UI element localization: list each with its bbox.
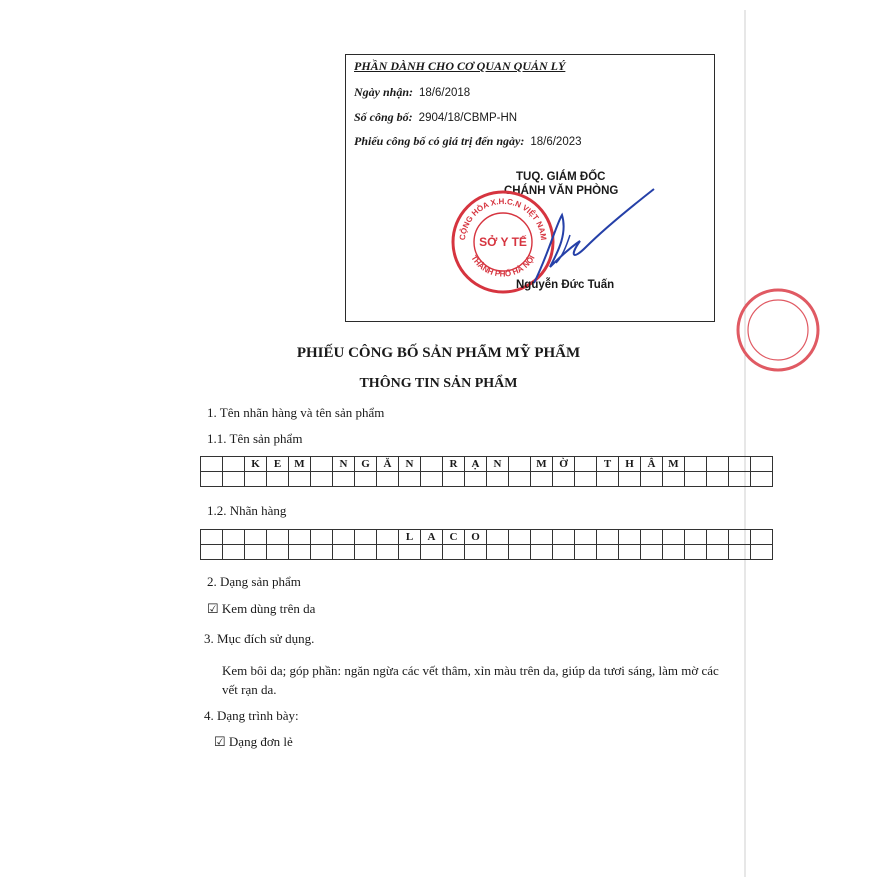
product-cell: Ă <box>377 457 399 472</box>
product-cell: E <box>267 457 289 472</box>
brand-empty-cell <box>641 545 663 560</box>
brand-empty-cell <box>267 545 289 560</box>
brand-cell <box>553 530 575 545</box>
brand-cell <box>685 530 707 545</box>
brand-empty-cell <box>333 545 355 560</box>
brand-empty-cell <box>245 545 267 560</box>
section-3-heading: 3. Mục đích sử dụng. <box>204 631 315 646</box>
product-cell <box>421 457 443 472</box>
brand-cell <box>333 530 355 545</box>
product-cell: Ạ <box>465 457 487 472</box>
brand-cell <box>267 530 289 545</box>
admin-section-title: PHẦN DÀNH CHO CƠ QUAN QUẢN LÝ <box>354 59 566 73</box>
brand-cell: A <box>421 530 443 545</box>
brand-empty-cell <box>487 545 509 560</box>
admin-section-box <box>345 54 715 322</box>
brand-cell <box>707 530 729 545</box>
product-empty-cell <box>289 472 311 487</box>
brand-empty-cell <box>531 545 553 560</box>
brand-empty-cell <box>465 545 487 560</box>
product-cell: G <box>355 457 377 472</box>
brand-cell <box>487 530 509 545</box>
brand-empty-cell <box>751 545 773 560</box>
brand-empty-cell <box>421 545 443 560</box>
product-cell <box>751 457 773 472</box>
product-cell <box>509 457 531 472</box>
brand-cell <box>531 530 553 545</box>
brand-cell <box>289 530 311 545</box>
document-subtitle: THÔNG TIN SẢN PHẨM <box>359 376 518 391</box>
product-cell: N <box>487 457 509 472</box>
section-4-heading: 4. Dạng trình bày: <box>204 708 299 723</box>
document-title: PHIẾU CÔNG BỐ SẢN PHẨM MỸ PHẨM <box>296 345 581 361</box>
product-empty-cell <box>377 472 399 487</box>
brand-cell <box>619 530 641 545</box>
product-type-checkbox: ☑ Kem dùng trên da <box>207 601 316 616</box>
section-1-1-heading: 1.1. Tên sản phẩm <box>207 431 303 446</box>
brand-empty-cell <box>509 545 531 560</box>
section-1-2-heading: 1.2. Nhãn hàng <box>207 503 287 518</box>
brand-empty-cell <box>663 545 685 560</box>
signer-title-1: TUQ. GIÁM ĐỐC <box>516 171 606 183</box>
product-empty-cell <box>465 472 487 487</box>
product-cell <box>575 457 597 472</box>
brand-name-grid <box>200 529 773 560</box>
product-cell: T <box>597 457 619 472</box>
product-empty-cell <box>399 472 421 487</box>
product-empty-cell <box>641 472 663 487</box>
product-empty-cell <box>355 472 377 487</box>
brand-empty-cell <box>399 545 421 560</box>
product-cell: Â <box>641 457 663 472</box>
product-empty-cell <box>443 472 465 487</box>
brand-empty-cell <box>443 545 465 560</box>
product-empty-cell <box>509 472 531 487</box>
product-empty-cell <box>575 472 597 487</box>
brand-empty-cell <box>597 545 619 560</box>
product-cell <box>685 457 707 472</box>
product-empty-cell <box>619 472 641 487</box>
product-cell: K <box>245 457 267 472</box>
brand-empty-cell <box>707 545 729 560</box>
valid-until-row: Phiếu công bố có giá trị đến ngày: 18/6/2023 <box>354 134 582 148</box>
received-date-row: Ngày nhận: 18/6/2018 <box>354 85 471 99</box>
product-empty-cell <box>333 472 355 487</box>
product-cell <box>707 457 729 472</box>
brand-empty-cell <box>311 545 333 560</box>
product-cell <box>223 457 245 472</box>
product-cell <box>201 457 223 472</box>
brand-cell <box>201 530 223 545</box>
brand-cell <box>575 530 597 545</box>
product-empty-cell <box>663 472 685 487</box>
svg-text:SỞ Y TẾ: SỞ Y TẾ <box>479 235 527 249</box>
product-cell: H <box>619 457 641 472</box>
product-cell: Ờ <box>553 457 575 472</box>
product-empty-cell <box>729 472 751 487</box>
brand-empty-cell <box>619 545 641 560</box>
product-empty-cell <box>311 472 333 487</box>
declaration-number-row: Số công bố: 2904/18/CBMP-HN <box>354 110 518 124</box>
product-cell: N <box>399 457 421 472</box>
product-empty-cell <box>421 472 443 487</box>
product-cell: M <box>289 457 311 472</box>
brand-cell <box>597 530 619 545</box>
brand-empty-cell <box>553 545 575 560</box>
product-empty-cell <box>553 472 575 487</box>
product-empty-cell <box>245 472 267 487</box>
product-cell <box>729 457 751 472</box>
product-empty-cell <box>707 472 729 487</box>
product-empty-cell <box>531 472 553 487</box>
usage-purpose-paragraph: Kem bôi da; góp phần: ngăn ngừa các vết thâm, xỉn màu trên da, giúp da tươi sáng, làm mờ các vết rạn da. <box>222 663 719 697</box>
brand-cell: C <box>443 530 465 545</box>
product-empty-cell <box>267 472 289 487</box>
brand-cell <box>355 530 377 545</box>
svg-text:CỘNG HÒA X.H.C.N VIỆT NAM: CỘNG HÒA X.H.C.N VIỆT NAM <box>457 196 549 241</box>
product-empty-cell <box>223 472 245 487</box>
brand-cell <box>509 530 531 545</box>
brand-cell <box>377 530 399 545</box>
brand-cell: O <box>465 530 487 545</box>
signer-title-2: CHÁNH VĂN PHÒNG <box>504 185 619 197</box>
section-1-heading: 1. Tên nhãn hàng và tên sản phẩm <box>207 405 385 420</box>
product-cell <box>311 457 333 472</box>
brand-empty-cell <box>223 545 245 560</box>
brand-cell <box>751 530 773 545</box>
product-empty-cell <box>685 472 707 487</box>
section-2-heading: 2. Dạng sản phẩm <box>207 574 301 589</box>
product-cell: M <box>531 457 553 472</box>
brand-empty-cell <box>289 545 311 560</box>
signer-name: Nguyễn Đức Tuấn <box>516 279 615 291</box>
brand-cell <box>729 530 751 545</box>
brand-cell: L <box>399 530 421 545</box>
brand-empty-cell <box>355 545 377 560</box>
brand-cell <box>245 530 267 545</box>
brand-empty-cell <box>377 545 399 560</box>
brand-empty-cell <box>729 545 751 560</box>
brand-cell <box>641 530 663 545</box>
product-empty-cell <box>487 472 509 487</box>
svg-text:THÀNH PHỐ HÀ NỘI: THÀNH PHỐ HÀ NỘI <box>469 253 537 279</box>
brand-empty-cell <box>201 545 223 560</box>
product-empty-cell <box>201 472 223 487</box>
brand-cell <box>223 530 245 545</box>
product-cell: M <box>663 457 685 472</box>
brand-cell <box>663 530 685 545</box>
brand-empty-cell <box>575 545 597 560</box>
brand-cell <box>311 530 333 545</box>
brand-empty-cell <box>685 545 707 560</box>
product-empty-cell <box>751 472 773 487</box>
product-name-grid <box>200 456 773 487</box>
product-cell: R <box>443 457 465 472</box>
product-empty-cell <box>597 472 619 487</box>
product-cell: N <box>333 457 355 472</box>
presentation-checkbox: ☑ Dạng đơn lẻ <box>214 734 293 749</box>
